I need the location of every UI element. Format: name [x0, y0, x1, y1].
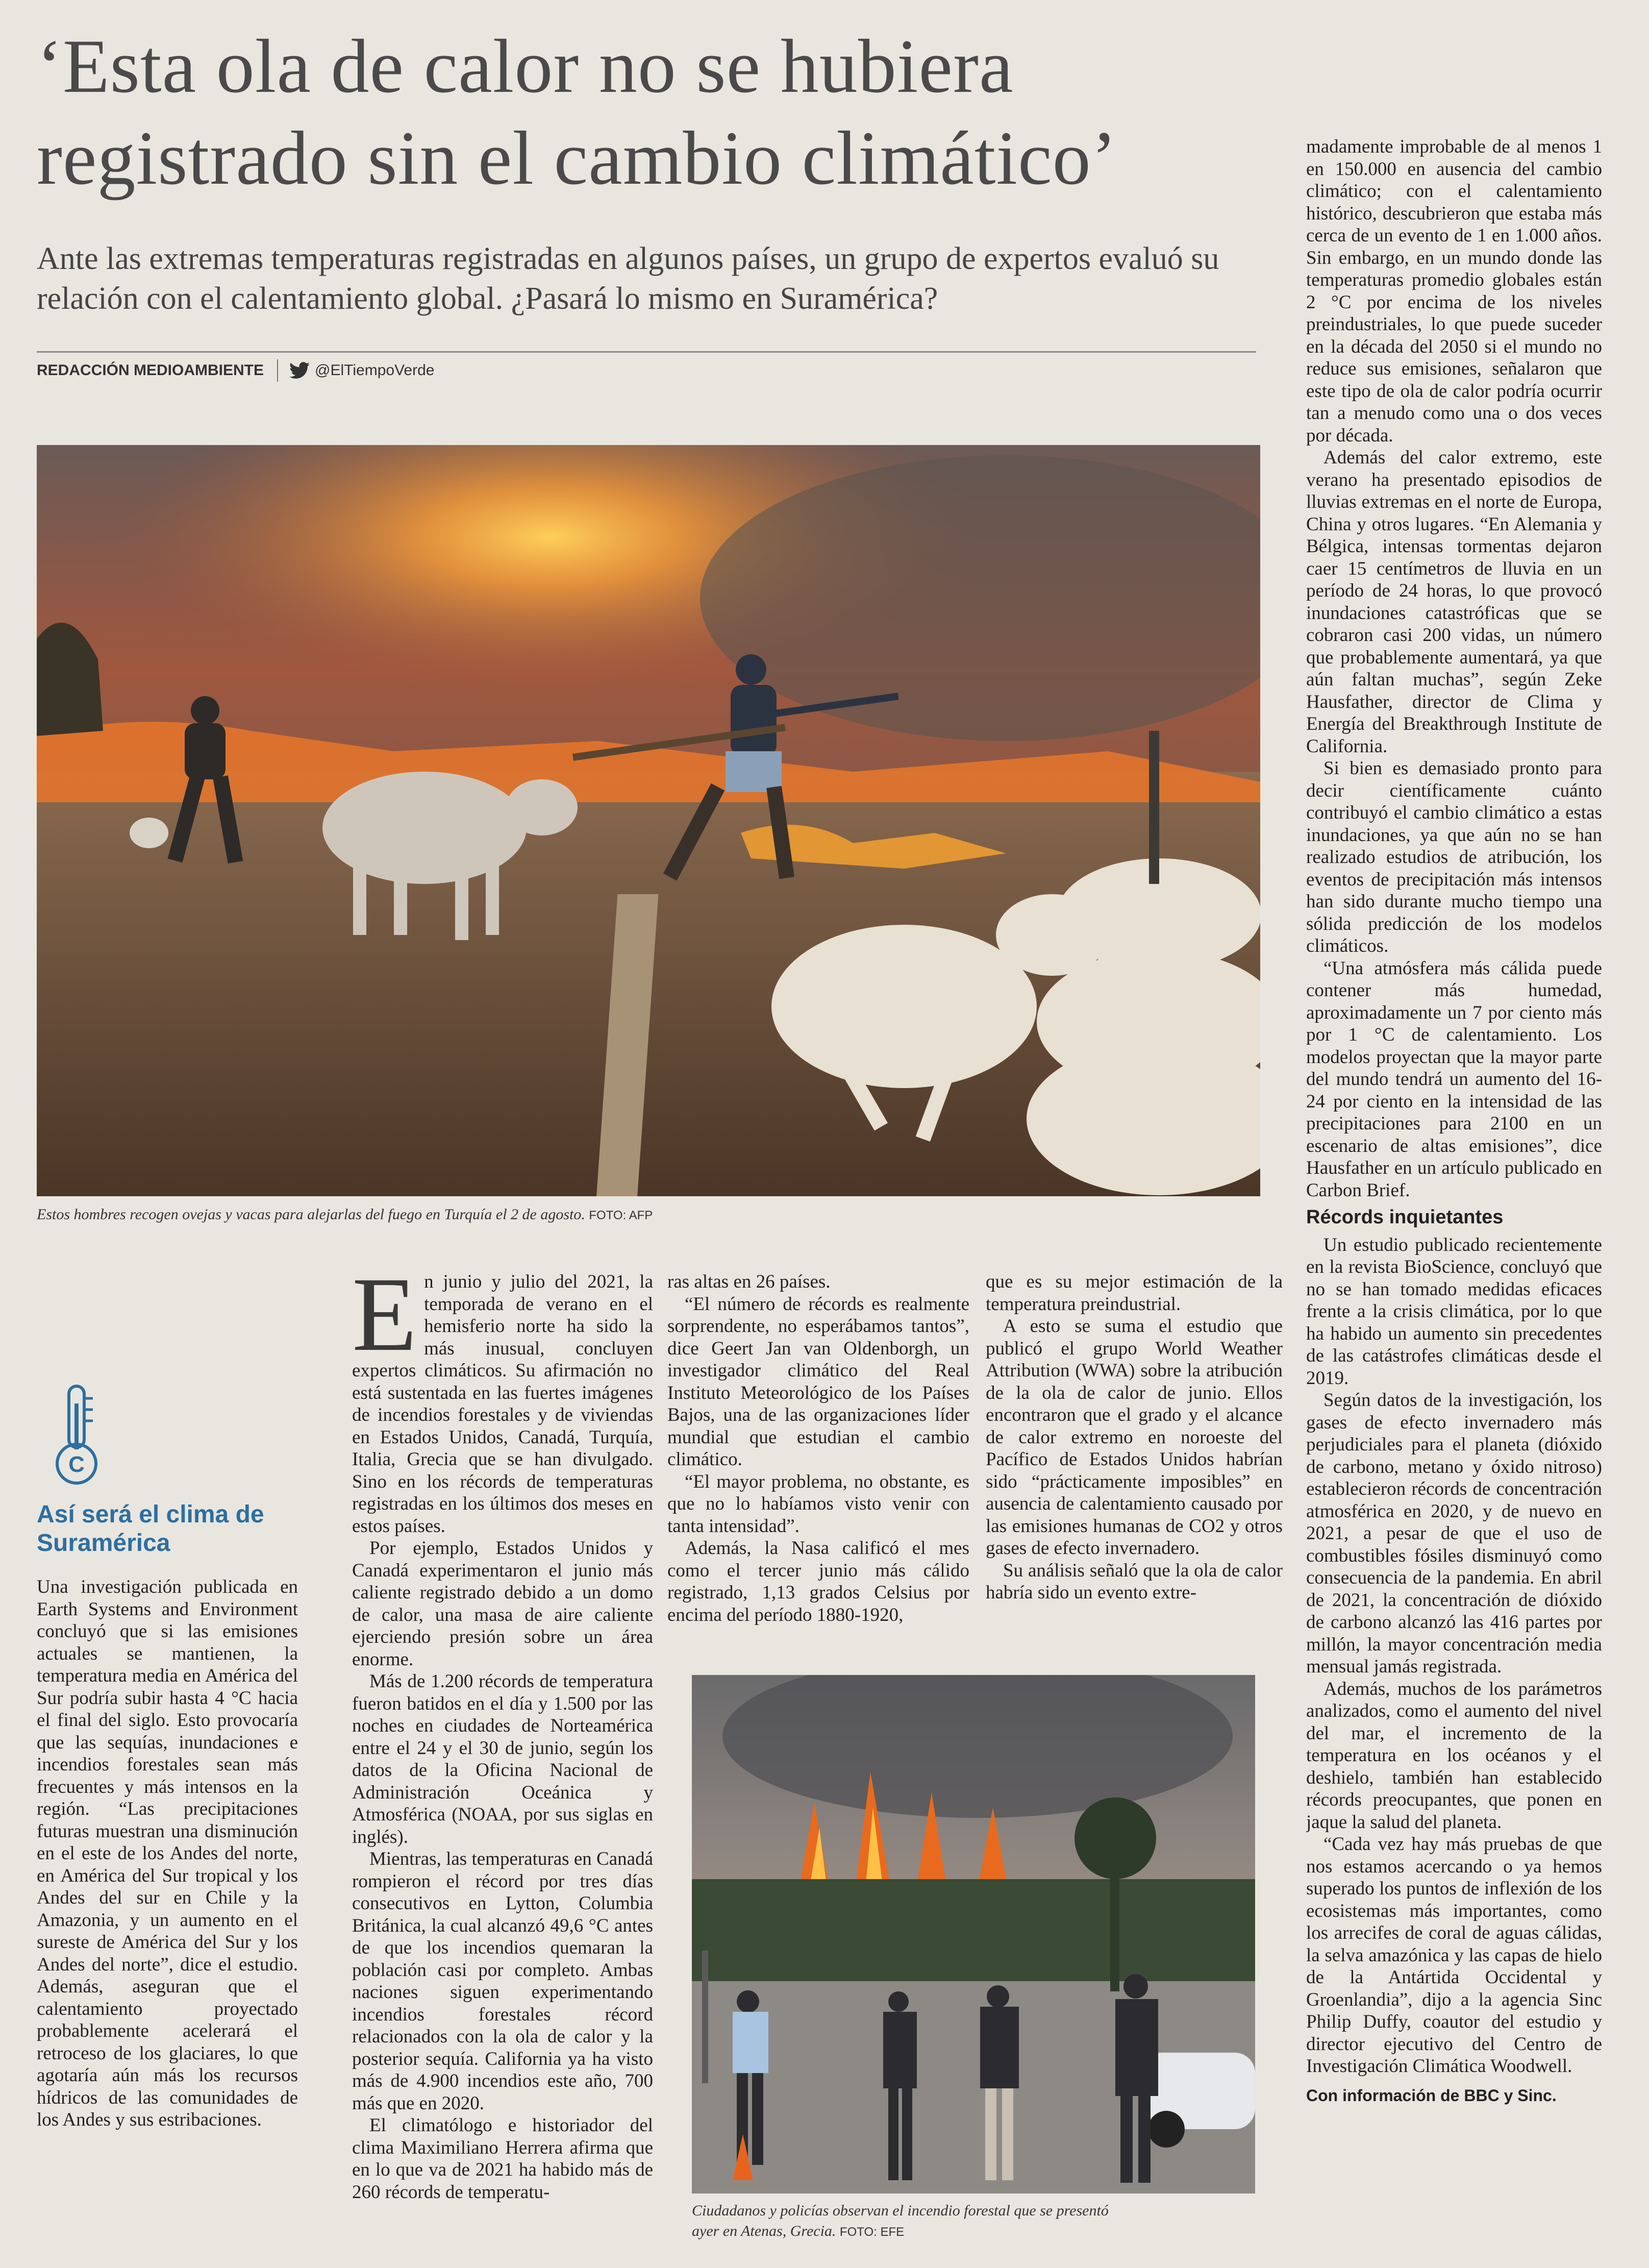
paragraph: Además, muchos de los parámetros analizados, como el aumento del nivel del mar, el incremento de la temperatura en los océanos y el deshielo, también han establecido récords preocupantes, que ponen en jaque la salud del planeta.: [1306, 1678, 1602, 1833]
article-column-1: [352, 1271, 653, 2246]
paragraph: “El número de récords es realmente sorprendente, no esperábamos tantos”, dice Geert Jan van Oldenborgh, un investigador climático del Real Instituto Meteorológico de los Países Bajos, una de las organizaciones líder mundial que estudian el cambio climático.: [667, 1293, 969, 1470]
paragraph: Mientras, las temperaturas en Canadá rompieron el récord por tres días consecutivos en Lytton, Columbia Británica, la cual alcanzó 49,6 °C antes de que los incendios quemaran la población casi por completo. Ambas naciones siguen experimentando incendios forestales récord relacionados con la ola de calor y la posterior sequía. California ya ha visto más de 4.900 incendios este año, 700 más que en 2020.: [352, 1848, 653, 2114]
article-column-4: [1306, 136, 1602, 2254]
paragraph: “Cada vez hay más pruebas de que nos estamos acercando o ya hemos superado los puntos de inflexión de los ecosistemas más importantes, como los arrecifes de coral de aguas cálidas, la selva amazónica y las capas de hielo de la Antártida Occidental y Groenlandia”, dijo a la agencia Sinc Philip Duffy, coautor del estudio y director ejecutivo del Centro de Investigación Climática Woodwell.: [1306, 1834, 1602, 2077]
byline-divider: [277, 359, 278, 382]
headline-line-1: ‘Esta ola de calor no se hubiera: [37, 24, 1014, 109]
paragraph: Más de 1.200 récords de temperatura fueron batidos en el día y 1.500 por las noches en ciudades de Norteamérica entre el 24 y el 30 de junio, según los datos de la Oficina Nacional de Administración Oceánica y Atmosférica (NOAA, por sus siglas en inglés).: [352, 1671, 653, 1847]
paragraph: madamente improbable de al menos 1 en 150.000 en ausencia del cambio climático; con el calentamiento histórico, descubrieron que estaba más cerca de un evento de 1 en 1.000 años. Sin embargo, en un mundo donde las temperaturas promedio globales están 2 °C por encima de los niveles preindustriales, lo que puede suceder en la década del 2050 si el mundo no reduce sus emisiones, señalaron que este tipo de ola de calor podría ocurrir tan a menudo como una o dos veces por década.: [1306, 136, 1602, 446]
paragraph: “Una atmósfera más cálida puede contener más humedad, aproximadamente un 7 por ciento más por 1 °C de calentamiento. Los modelos proyectan que la mayor parte del mundo tendrá un aumento del 16-24 por ciento en la intensidad de las precipitaciones para 2100 en un escenario de altas emisiones”, dice Hausfather en un artículo publicado en Carbon Brief.: [1306, 957, 1602, 1201]
article-column-2: [667, 1271, 969, 1628]
drop-cap: E: [352, 1271, 417, 1373]
byline-rule: [37, 351, 1256, 353]
dek: Ante las extremas temperaturas registradas en algunos países, un grupo de expertos evaluó su relación con el calentamiento global. ¿Pasará lo mismo en Suramérica?: [37, 241, 1219, 316]
paragraph: que es su mejor estimación de la temperatura preindustrial.: [986, 1271, 1283, 1315]
byline: [37, 360, 434, 381]
paragraph: Además, la Nasa calificó el mes como el tercer junio más cálido registrado, 1,13 grados Celsius por encima del período 1880-1920,: [667, 1538, 969, 1625]
headline: [37, 20, 1271, 204]
paragraph: Además del calor extremo, este verano ha presentado episodios de lluvias extremas en el norte de Europa, China y otros lugares. “En Alemania y Bélgica, intensas tormentas dejaron caer 15 centímetros de lluvia en un período de 24 horas, lo que provocó inundaciones catastróficas que se cobraron casi 200 vidas, un número que probablemente aumentará, ya que aún faltan muchas”, según Zeke Hausfather, director de Clima y Energía del Breakthrough Institute de California.: [1306, 447, 1602, 757]
source-note: Con información de BBC y Sinc.: [1306, 2086, 1557, 2105]
twitter-icon: [289, 362, 310, 379]
secondary-photo-credit: FOTO: EFE: [839, 2225, 905, 2239]
paragraph: Su análisis señaló que la ola de calor habría sido un evento extre-: [986, 1560, 1283, 1603]
byline-handle: @ElTiempoVerde: [315, 362, 435, 379]
lead-paragraph-text: n junio y julio del 2021, la temporada de verano en el hemisferio norte ha sido la más inusual, concluyen expertos climáticos. Su afirmación no está sustentada en las fuertes imágenes de incendios forestales y de viviendas en Estados Unidos, Canadá, Turquía, Italia, Grecia que se han divulgado. Sino en los récords de temperaturas registradas en los últimos dos meses en estos países.: [352, 1271, 653, 1537]
secondary-photo-caption: [692, 2201, 1279, 2242]
headline-line-2: registrado sin el cambio climático’: [37, 116, 1117, 201]
thermometer-icon: [46, 1383, 107, 1485]
paragraph: El climatólogo e historiador del clima Maximiliano Herrera afirma que en lo que va de 2021 ha habido más de 260 récords de temperatu-: [352, 2115, 653, 2203]
main-photo-caption-text: Estos hombres recogen ovejas y vacas para alejarlas del fuego en Turquía el 2 de agosto.: [37, 1206, 585, 1223]
sidebar-paragraph: Una investigación publicada en Earth Systems and Environment concluyó que si las emisiones actuales se mantienen, la temperatura media en América del Sur podría subir hasta 4 °C hacia el final del siglo. Esto provocaría que las sequías, inundaciones e incendios forestales sean más frecuentes y más intensos en la región. “Las precipitaciones futuras muestran una disminución en el este de los Andes del norte, en América del Sur tropical y los Andes del sur en Chile y la Amazonia, y un aumento en el sureste de América del Sur y los Andes del norte”, dice el estudio. Además, aseguran que el calentamiento proyectado probablemente acelerará el retroceso de los glaciares, lo que agotaría aún más los recursos hídricos de las comunidades de los Andes y sus estribaciones.: [37, 1576, 298, 2130]
article-column-3: [986, 1271, 1283, 1628]
paragraph: A esto se suma el estudio que publicó el grupo World Weather Attribution (WWA) sobre la atribución de la ola de calor de junio. Ellos encontraron que el grado y el alcance de calor extremo en noroeste del Pacífico de Estados Unidos habrían sido “prácticamente imposibles” en ausencia de calentamiento causado por las emisiones humanas de CO2 y otros gases de efecto invernadero.: [986, 1316, 1283, 1559]
paragraph: Un estudio publicado recientemente en la revista BioScience, concluyó que no se han tomado medidas eficaces frente a la crisis climática, por lo que ha habido un aumento sin precedentes de las catástrofes climáticas desde el 2019.: [1306, 1234, 1602, 1389]
paragraph: “El mayor problema, no obstante, es que no lo habíamos visto venir con tanta intensidad”.: [667, 1471, 969, 1537]
paragraph: Según datos de la investigación, los gases de efecto invernadero más perjudiciales para el planeta (dióxido de carbono, metano y óxido nitroso) establecieron récords de concentración atmosférica en 2020, y de nuevo en 2021, a pesar de que el uso de combustibles fósiles disminuyó como consecuencia de la pandemia. En abril de 2021, la concentración de dióxido de carbono alcanzó las 416 partes por millón, la mayor concentración media mensual jamás registrada.: [1306, 1390, 1602, 1677]
paragraph: Por ejemplo, Estados Unidos y Canadá experimentaron el junio más caliente registrado debido a un domo de calor, una masa de aire caliente ejerciendo presión sobre un área enorme.: [352, 1538, 653, 1670]
secondary-photo: [692, 1675, 1255, 2193]
thermometer-letter: C: [68, 1452, 85, 1477]
sidebar-title: Así será el clima de Suramérica: [37, 1501, 264, 1557]
main-photo: [37, 445, 1260, 1196]
sidebar-body: [37, 1576, 298, 2245]
subheading: Récords inquietantes: [1306, 1206, 1504, 1228]
secondary-photo-caption-line-1: Ciudadanos y policías observan el incendio forestal que se presentó: [692, 2202, 1109, 2219]
athens-fire-illustration: [692, 1675, 1255, 2193]
byline-section: REDACCIÓN MEDIOAMBIENTE: [37, 362, 264, 379]
paragraph: Si bien es demasiado pronto para decir científicamente cuánto contribuyó el cambio climático a estas inundaciones, ya que aún no se han realizado estudios de atribución, los eventos de precipitación más intensos han sido durante mucho tiempo una sólida predicción de los modelos climáticos.: [1306, 758, 1602, 956]
secondary-photo-caption-line-2: ayer en Atenas, Grecia.: [692, 2223, 836, 2239]
lead-paragraph: [352, 1271, 653, 1537]
fire-livestock-illustration: [37, 445, 1260, 1196]
paragraph: ras altas en 26 países.: [667, 1271, 831, 1292]
main-photo-credit: FOTO: AFP: [589, 1209, 653, 1222]
main-photo-caption: [37, 1204, 955, 1226]
